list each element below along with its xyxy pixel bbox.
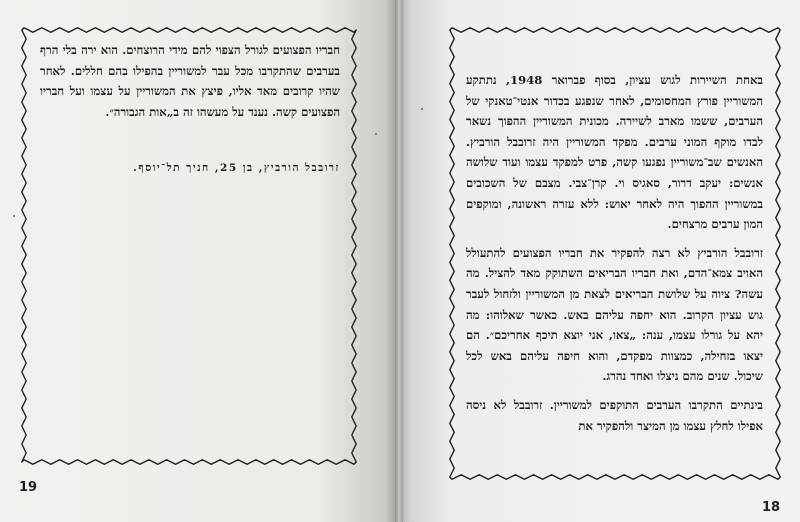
book-gutter: [395, 0, 403, 522]
right-paragraph-3: בינתיים התקרבו הערבים התוקפים למשוריין. זרובבל לא ניסה אפילו לחלץ עצמו מן המיצר ולהפקיר את: [466, 397, 763, 433]
paper-speck: [421, 108, 423, 110]
paper-speck: [375, 133, 377, 135]
right-paragraph-2: זרובבל הורביץ לא רצה להפקיר את חבריו הפצועים להתעולל האויב צמא־הדם, ואת חבריו הבריאים השתוקק מאד להציל. מה עשה? ציוה על שלושת הבריאים לצאת מן המשוריין ולזחול לעבר גוש עציון הקרוב. הוא יחפה עליהם באש. כאשר שאלוהו: מה יהא על גורלו עצמו, ענה: „צאו, אני יוצא תיכף אחריכם״. הם יצאו בזחילה, כמצוות מפקדם, והוא חיפה עליהם באש לכל שיכול. שנים מהם ניצלו ואחד נהרג.: [466, 245, 763, 384]
left-paragraph-text: חבריו הפצועים לגורל הצפוי להם מידי הרוצחים. הוא ירה בלי הרף בערבים שהתקרבו מכל עבר למשוריין בהפילו בהם חללים. לאחר שהיו קרובים מאד אליו, פיצץ את המשוריין על עצמו ועל חבריו הפצועים קשה. נענד על מעשהו זה ב„אות הגבורה״.: [40, 43, 340, 119]
paper-speck: [13, 215, 15, 217]
right-paragraph-1: באחת השיירות לגוש עציון, בסוף פברואר 1948, נתתקע המשוריין פורץ המחסומים, לאחר שנפגע בכדור אנטי־טאנקי של הערבים, ששמו מארב לשיירה. מכונית המשוריין ההפוך נשאר לבדו מוקף המוני ערבים. מפקד המשוריין היה זרובבל הורביץ. האנשים שב־משוריין נפגעו קשה, פרט למפקד עצמו ועוד שלושה אנשים: יעקב דרור, סאגיס וי. קרן־צבי. מצבם של השכובים במשוריין ההפוך היה לאחר יאוש: ללא עזרה ראשונה, ומוקפים המון ערבים מרצחים.: [466, 73, 763, 232]
right-page-text: [466, 70, 763, 436]
page-number-left: 19: [19, 480, 38, 495]
page-number-right: 18: [762, 500, 781, 515]
author-signature: זרובבל הורביץ, בן 25, חניך תל־יוסף.: [133, 162, 340, 174]
left-page-paragraph: [40, 40, 340, 122]
